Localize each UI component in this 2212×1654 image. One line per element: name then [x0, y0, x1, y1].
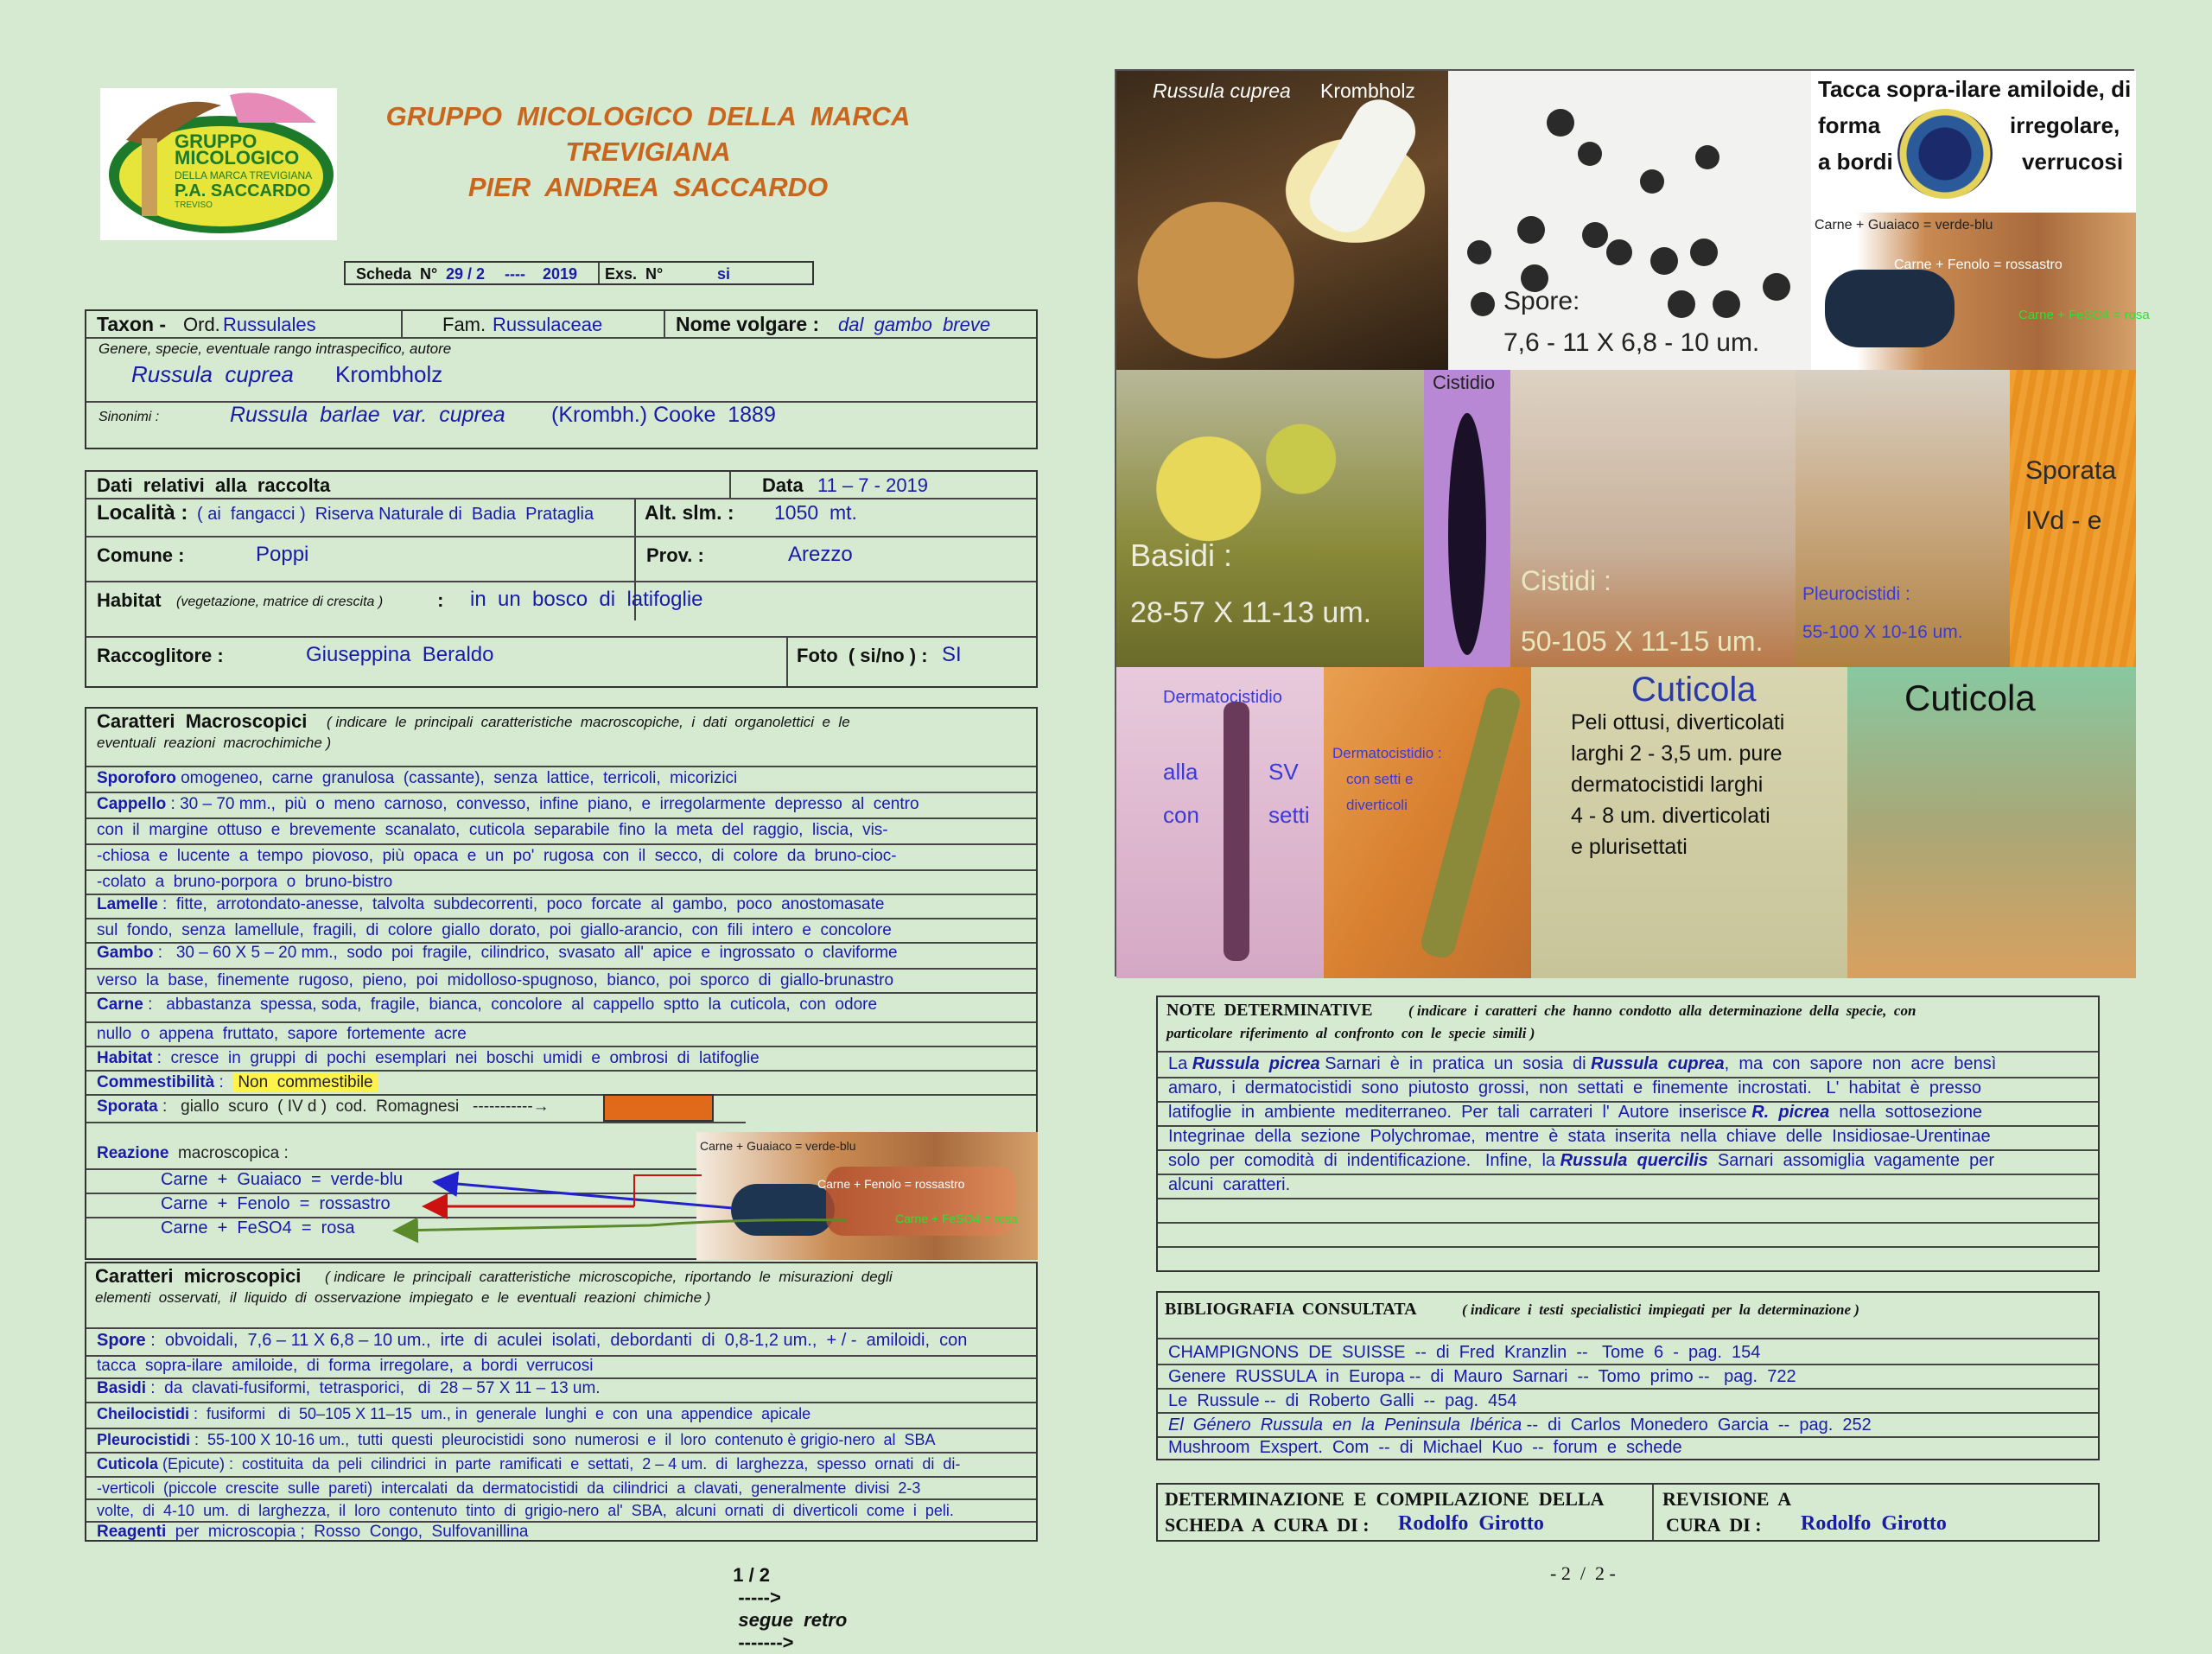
note-l1e: , ma con sapore non acre bensì: [1724, 1054, 1997, 1073]
revisione-line-1: REVISIONE A: [1662, 1488, 1792, 1510]
cistidio-label: Cistidio: [1433, 372, 1496, 393]
photo-author-label: Krombholz: [1320, 80, 1415, 102]
micro-title: Caratteri microscopici: [95, 1265, 302, 1287]
footer-left: [722, 1542, 847, 1654]
note-sub-2: particolare riferimento al confronto con le specie simili ): [1166, 1025, 1535, 1041]
localita-value: ( ai fangacci ) Riserva Naturale di Badia Prataglia: [197, 505, 594, 524]
note-box: [1156, 996, 2100, 1272]
sporata-text: : giallo scuro ( IV d ) cod. Romagnesi -----------→: [157, 1097, 550, 1116]
note-l1c: Sarnari è in pratica un sosia di: [1319, 1054, 1592, 1073]
reazione-key: Reazione: [97, 1144, 169, 1162]
pleurocistidi-size: 55-100 X 10-16 um.: [1802, 622, 1963, 642]
photo-spore-label: Spore:: [1503, 287, 1580, 315]
reaz-top-label-1: Carne + Guaiaco = verde-blu: [1815, 218, 1993, 232]
tacca-forma: forma: [1818, 112, 1881, 138]
title-line-2: TREVIGIANA: [565, 137, 731, 167]
reazione-img-label-1: Carne + Guaiaco = verde-blu: [700, 1139, 856, 1153]
macro-note-2: eventuali reazioni macrochimiche ): [97, 735, 332, 751]
biblio-title: BIBLIOGRAFIA CONSULTATA: [1165, 1300, 1417, 1319]
ord-value: Russulales: [223, 314, 316, 335]
page-indicator-right: - 2 / 2 -: [1550, 1562, 1616, 1584]
reazione-text: macroscopica :: [168, 1144, 289, 1162]
cappello-line-4: -colato a bruno-porpora o bruno-bistro: [97, 873, 393, 891]
note-l5c: Sarnari assomiglia vagamente per: [1707, 1151, 1995, 1170]
note-sub-1: ( indicare i caratteri che hanno condotto alla determinazione della specie, con: [1408, 1002, 1916, 1019]
micro-box: [85, 1262, 1038, 1542]
cuticola-1-title: Cuticola: [1631, 671, 1757, 709]
commestibilita-value: Non commestibile: [232, 1073, 378, 1091]
exs-value: si: [717, 265, 731, 283]
basidi-size: 28-57 X 11-13 um.: [1130, 596, 1372, 629]
page-title: [380, 99, 916, 205]
scheda-label: Scheda N°: [356, 265, 438, 283]
logo-line-2: MICOLOGICO: [175, 147, 300, 169]
cuticola-1-line-3: dermatocistidi larghi: [1571, 773, 1764, 797]
raccoglitore-label: Raccoglitore :: [97, 645, 224, 666]
biblio-item-4-title: El Género Russula en la Peninsula Ibérica: [1168, 1415, 1522, 1435]
scheda-year: 2019: [543, 265, 578, 283]
note-l5a: solo per comodità di indentificazione. Infine, la: [1168, 1151, 1560, 1170]
photo-collage: [1115, 69, 2150, 976]
sporata-photo-label: Sporata: [2025, 456, 2117, 485]
reagenti-text: per microscopia ; Rosso Congo, Sulfovanillina: [166, 1523, 529, 1541]
reaz-top-label-2: Carne + Fenolo = rossastro: [1894, 258, 2063, 272]
footer-arrow-2: ------->: [738, 1632, 794, 1653]
cheilocistidi-line: [97, 1405, 1031, 1423]
gambo-line-2: verso la base, finemente rugoso, pieno, poi midolloso-spugnoso, bianco, poi sporco di giallo-brunastro: [97, 971, 894, 989]
reagenti-key: Reagenti: [97, 1523, 167, 1541]
raccolta-title: Dati relativi alla raccolta: [97, 474, 331, 496]
comune-value: Poppi: [256, 543, 309, 566]
revisione-line-2: CURA DI :: [1666, 1514, 1762, 1536]
lamelle-line-2: sul fondo, senza lamellule, fragili, di colore giallo dorato, poi giallo-arancio, con fili intero e concolore: [97, 921, 892, 939]
note-l3b: R. picrea: [1751, 1103, 1830, 1122]
biblio-item-3: Le Russule -- di Roberto Galli -- pag. 454: [1168, 1391, 1517, 1410]
note-line-4: Integrinae della sezione Polychromae, mentre è stata inserita nella chiave delle Insidiosae-Urentinae: [1168, 1127, 1991, 1146]
gambo-text-1: : 30 – 60 X 5 – 20 mm., sodo poi fragile, cilindrico, svasato all' apice e ingrossato o claviforme: [153, 944, 898, 962]
macro-box: [85, 707, 1038, 1260]
logo-line-5: TREVISO: [175, 200, 213, 210]
arrow-feso4: [397, 1220, 847, 1231]
photo-tacca: [1811, 71, 2136, 213]
title-line-3: PIER ANDREA SACCARDO: [467, 172, 829, 202]
biblio-item-2: Genere RUSSULA in Europa -- di Mauro Sarnari -- Tomo primo -- pag. 722: [1168, 1367, 1796, 1386]
logo: [100, 88, 337, 240]
reazione-img-label-3: Carne + FeSO4 = rosa: [895, 1212, 1018, 1225]
alt-label: Alt. slm. :: [645, 501, 734, 524]
cuticola-text-1: (Epicute) : costituita da peli cilindrici in parte ramificati e settati, 2 – 4 um. di larghezza, spesso ornati di di-: [158, 1455, 961, 1473]
footer-arrow-1: ----->: [738, 1587, 781, 1608]
note-line-1: [1168, 1054, 2093, 1074]
determinazione-name: Rodolfo Girotto: [1398, 1512, 1544, 1535]
dermato-setti-diverticoli: diverticoli: [1346, 797, 1408, 813]
spore-text-1: : obvoidali, 7,6 – 11 X 6,8 – 10 um., irte di aculei isolati, debordanti di 0,8-1,2 um., + / - amiloidi, con: [145, 1331, 968, 1350]
logo-line-3: DELLA MARCA TREVIGIANA: [175, 169, 313, 181]
basidi-key: Basidi: [97, 1379, 147, 1397]
sinonimi-label: Sinonimi :: [99, 410, 160, 424]
lamelle-text-1: : fitte, arrotondato-anesse, talvolta subdecorrenti, poco forcate al gambo, poco anostomasate: [157, 895, 885, 913]
determinazione-line-1: DETERMINAZIONE E COMPILAZIONE DELLA: [1165, 1488, 1605, 1510]
cuticola-line-1: [97, 1455, 1031, 1473]
ord-label: Ord.: [183, 314, 220, 335]
dermato-alla: alla: [1163, 759, 1198, 785]
sporata-photo-code: IVd - e: [2025, 506, 2102, 535]
photo-reazione-top: [1811, 213, 2150, 370]
dermato-setti-label: Dermatocistidio :: [1332, 745, 1442, 761]
sinonimi-author: (Krombh.) Cooke 1889: [551, 403, 776, 427]
habitat-note: (vegetazione, matrice di crescita ): [176, 595, 384, 609]
localita-label: Località :: [97, 501, 188, 525]
alt-value: 1050 mt.: [774, 501, 857, 524]
cappello-line-3: -chiosa e lucente a tempo piovoso, più opaca e un po' rugosa con il secco, di colore da bruno-cioc-: [97, 847, 897, 865]
cuticola-line-3: volte, di 4-10 um. di larghezza, il loro contenuto tinto di grigio-nero al' SBA, alcuni ornati di diverticoli come i peli.: [97, 1502, 954, 1519]
cappello-text-1: : 30 – 70 mm., più o meno carnoso, convesso, infine piano, e irregolarmente depresso al centro: [166, 795, 919, 813]
species-author: Krombholz: [335, 361, 443, 387]
reaz-top-label-3: Carne + FeSO4 = rosa: [2018, 308, 2150, 322]
raccoglitore-value: Giuseppina Beraldo: [306, 643, 494, 666]
carne-key: Carne: [97, 996, 143, 1014]
dermato-sv: SV: [1268, 759, 1299, 785]
spore-line-1: [97, 1331, 1031, 1351]
fam-label: Fam.: [442, 314, 486, 335]
note-line-2: amaro, i dermatocistidi sono piutosto grossi, non settati e finemente incrostati. L' habitat è presso: [1168, 1078, 1981, 1097]
carne-text-1: : abbastanza spessa, soda, fragile, bianca, concolore al cappello sptto la cuticola, con odore: [143, 996, 878, 1014]
pleurocistidi-text: : 55-100 X 10-16 um., tutti questi pleurocistidi sono numerosi e il loro contenuto è grigio-nero al SBA: [190, 1431, 936, 1448]
habitat-colon: :: [432, 589, 449, 611]
prov-value: Arezzo: [788, 543, 853, 566]
note-line-6: alcuni caratteri.: [1168, 1175, 1291, 1194]
photo-sporata: [2010, 370, 2136, 667]
photo-basidi: [1116, 370, 1424, 667]
arrow-guaiaco: [437, 1182, 733, 1208]
carne-line-2: nullo o appena fruttato, sapore fortemente acre: [97, 1025, 467, 1043]
pleurocistidi-label: Pleurocistidi :: [1802, 584, 1910, 604]
photo-spores: [1448, 71, 1811, 370]
scheda-sep: ----: [505, 265, 525, 283]
pleurocistidi-line: [97, 1431, 1031, 1449]
scheda-number: 29 / 2: [446, 265, 486, 283]
photo-cistidio: [1424, 370, 1510, 667]
lamelle-key: Lamelle: [97, 895, 158, 913]
micro-note-1: ( indicare le principali caratteristiche microscopiche, riportando le misurazioni degli: [325, 1269, 893, 1285]
dermatocistidio-label: Dermatocistidio: [1163, 688, 1282, 707]
page-indicator-left: 1 / 2: [733, 1564, 771, 1586]
reazione-arrows: [86, 709, 1039, 1262]
biblio-item-4-rest: -- di Carlos Monedero Garcia -- pag. 252: [1522, 1415, 1872, 1435]
taxon-box: [85, 309, 1038, 449]
note-l1b: Russula picrea: [1192, 1054, 1320, 1073]
dermato-setti-con: con setti e: [1346, 771, 1414, 787]
photo-cuticola-2: [1847, 667, 2136, 978]
photo-cistidi: [1510, 370, 1796, 667]
dermato-con: con: [1163, 802, 1199, 828]
cistidi-size: 50-105 X 11-15 um.: [1521, 626, 1764, 657]
comune-label: Comune :: [97, 544, 185, 566]
raccolta-box: [85, 470, 1038, 688]
basidi-label: Basidi :: [1130, 538, 1233, 573]
macro-title: Caratteri Macroscopici: [97, 710, 308, 732]
cuticola-1-line-2: larghi 2 - 3,5 um. pure: [1571, 741, 1783, 766]
scheda-box: [344, 261, 814, 285]
fam-value: Russulaceae: [493, 314, 603, 335]
note-line-5: [1168, 1151, 2093, 1171]
sinonimi-species: Russula barlae var. cuprea: [230, 403, 505, 427]
macro-note-1: ( indicare le principali caratteristiche macroscopiche, i dati organolettici e le: [327, 714, 850, 730]
tacca-line-1: Tacca sopra-ilare amiloide, di: [1818, 76, 2132, 102]
foto-label: Foto ( si/no ) :: [797, 645, 928, 666]
determinazione-box: [1156, 1483, 2100, 1542]
tacca-a-bordi: a bordi: [1818, 149, 1893, 175]
tacca-irregolare: irregolare,: [2010, 112, 2120, 138]
prov-label: Prov. :: [646, 544, 704, 566]
commestibilita-key: Commestibilità: [97, 1073, 215, 1091]
photo-dermatocistidio-setti: [1324, 667, 1531, 978]
dermato-setti: setti: [1268, 802, 1310, 828]
habitat-label: Habitat: [97, 589, 162, 611]
reazione-fenolo: Carne + Fenolo = rossastro: [161, 1194, 391, 1213]
exs-label: Exs. N°: [605, 265, 664, 283]
cuticola-key: Cuticola: [97, 1455, 159, 1473]
data-value: 11 – 7 - 2019: [817, 474, 929, 496]
cuticola-2-title: Cuticola: [1904, 678, 2036, 718]
logo-line-4: P.A. SACCARDO: [175, 181, 311, 200]
nome-volgare-label: Nome volgare :: [676, 313, 820, 335]
cuticola-1-line-4: 4 - 8 um. diverticolati: [1571, 804, 1770, 828]
logo-line-1: GRUPPO: [175, 130, 257, 152]
cuticola-line-2: -verticoli (piccole crescite sulle pareti) intercalati da dermatocistidi da cilindrici a clavati, generalmente divisi 2-3: [97, 1479, 921, 1497]
note-title: NOTE DETERMINATIVE: [1166, 1001, 1373, 1020]
tacca-verrucosi: verrucosi: [2022, 149, 2124, 175]
title-line-1: GRUPPO MICOLOGICO DELLA MARCA: [385, 101, 911, 131]
cappello-key: Cappello: [97, 795, 167, 813]
micro-note-2: elementi osservati, il liquido di osservazione impiegato e le eventuali reazioni chimiche ): [95, 1289, 711, 1306]
photo-pleurocistidi: [1796, 370, 2010, 667]
photo-mushroom: [1116, 71, 1448, 370]
reazione-img-label-2: Carne + Fenolo = rossastro: [817, 1177, 965, 1191]
cuticola-1-line-1: Peli ottusi, diverticolati: [1571, 710, 1785, 735]
habitat-macro-text: : cresce in gruppi di pochi esemplari nei boschi umidi e ombrosi di latifoglie: [152, 1049, 760, 1067]
note-l1a: La: [1168, 1054, 1192, 1073]
data-label: Data: [762, 474, 804, 496]
pleurocistidi-key: Pleurocistidi: [97, 1431, 191, 1448]
basidi-text: : da clavati-fusiformi, tetrasporici, di 28 – 57 X 11 – 13 um.: [146, 1379, 601, 1397]
note-l1d: Russula cuprea: [1591, 1054, 1725, 1073]
note-l5b: Russula quercilis: [1560, 1151, 1708, 1170]
commestibilita-colon: :: [214, 1073, 233, 1091]
photo-dermatocistidio-sv: [1116, 667, 1324, 978]
cistidi-label: Cistidi :: [1521, 565, 1611, 596]
cheilocistidi-key: Cheilocistidi: [97, 1405, 190, 1422]
spores-illustration-icon: [1448, 71, 1811, 370]
photo-cuticola-1: [1531, 667, 1847, 978]
reagenti-line: [97, 1523, 1031, 1542]
determinazione-line-2: SCHEDA A CURA DI :: [1165, 1514, 1370, 1536]
note-l3a: latifoglie in ambiente mediterraneo. Per tali carrateri l' Autore inserisce: [1168, 1103, 1752, 1122]
spore-line-2: tacca sopra-ilare amiloide, di forma irregolare, a bordi verrucosi: [97, 1357, 594, 1375]
taxon-label: Taxon -: [97, 313, 167, 335]
biblio-item-5: Mushroom Exspert. Com -- di Michael Kuo -- forum e schede: [1168, 1438, 1682, 1457]
nome-volgare-value: dal gambo breve: [838, 314, 991, 335]
sporoforo-text: omogeneo, carne granulosa (cassante), senza lattice, terricoli, micorizici: [175, 769, 738, 787]
genere-label: Genere, specie, eventuale rango intraspecifico, autore: [99, 340, 452, 357]
biblio-item-4: [1168, 1415, 2093, 1435]
cuticola-1-line-5: e plurisettati: [1571, 835, 1688, 859]
habitat-value: in un bosco di latifoglie: [470, 588, 703, 611]
basidi-line: [97, 1379, 1031, 1398]
gambo-key: Gambo: [97, 944, 154, 962]
cappello-line-2: con il margine ottuso e brevemente scanalato, cuticola separabile fino la meta del raggio, liscia, vis-: [97, 821, 888, 839]
note-line-3: [1168, 1103, 2093, 1123]
spore-key: Spore: [97, 1331, 146, 1350]
revisione-name: Rodolfo Girotto: [1801, 1512, 1947, 1535]
photo-species-label: Russula cuprea: [1153, 80, 1291, 102]
habitat-macro-key: Habitat: [97, 1049, 153, 1067]
segue-retro-text: segue retro: [738, 1609, 848, 1631]
note-l3c: nella sottosezione: [1829, 1103, 1983, 1122]
sporata-key: Sporata: [97, 1097, 158, 1116]
biblio-item-1: CHAMPIGNONS DE SUISSE -- di Fred Kranzlin -- Tome 6 - pag. 154: [1168, 1343, 1761, 1362]
photo-spore-size: 7,6 - 11 X 6,8 - 10 um.: [1503, 328, 1760, 357]
reazione-guaiaco: Carne + Guaiaco = verde-blu: [161, 1170, 404, 1189]
sporoforo-key: Sporoforo: [97, 769, 176, 787]
biblio-sub: ( indicare i testi specialistici impiegati per la determinazione ): [1462, 1301, 1859, 1318]
reazione-feso4: Carne + FeSO4 = rosa: [161, 1218, 355, 1237]
biblio-box: [1156, 1291, 2100, 1460]
species-name: Russula cuprea: [131, 361, 294, 387]
cheilocistidi-text: : fusiformi di 50–105 X 11–15 um., in generale lunghi e con una appendice apicale: [189, 1405, 811, 1422]
foto-value: SI: [942, 643, 962, 666]
